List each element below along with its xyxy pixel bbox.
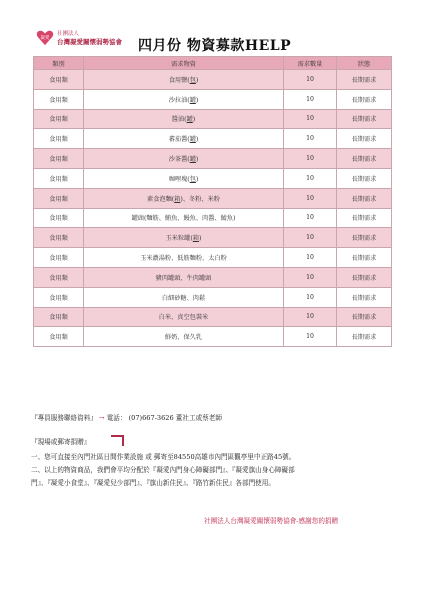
table-row <box>34 208 392 228</box>
cell-quantity: 10 <box>284 109 337 129</box>
header-category: 類別 <box>34 57 84 70</box>
table-row <box>34 248 392 268</box>
table-row <box>34 287 392 307</box>
cell-item <box>84 208 284 228</box>
table-row <box>34 307 392 327</box>
footer-thanks: 社團法人台灣凝愛關懷弱勢協會-感謝您的捐贈 <box>204 517 339 525</box>
cell-item <box>84 129 284 149</box>
table-row <box>34 228 392 248</box>
table-header-row <box>34 57 392 70</box>
cell-category: 食用類 <box>34 307 84 327</box>
item-text: 蕃茄醬( <box>168 136 190 144</box>
contact-info <box>31 412 222 422</box>
item-text: 箱 <box>192 235 199 243</box>
cell-status: 長期需求 <box>337 327 392 347</box>
supply-table <box>33 56 392 347</box>
cell-item <box>84 188 284 208</box>
table-row <box>34 168 392 188</box>
cell-quantity: 10 <box>284 307 337 327</box>
cell-quantity: 10 <box>284 188 337 208</box>
cell-item <box>84 248 284 268</box>
cell-quantity: 10 <box>284 208 337 228</box>
header-item: 需求物資 <box>84 57 284 70</box>
header-status: 狀態 <box>337 57 392 70</box>
item-text: 素食泡麵( <box>147 195 175 203</box>
donation-line-1: 一、您可直接至內門社區日間作業設施 或 郵寄至84550高雄市內門區觀亭里中正路45號。 <box>31 453 296 461</box>
cell-status: 長期需求 <box>337 188 392 208</box>
cell-status: 長期需求 <box>337 228 392 248</box>
contact-label: 『專員服務聯絡資料』 <box>31 414 97 422</box>
item-text: 沙拉油( <box>168 96 190 104</box>
cell-quantity: 10 <box>284 129 337 149</box>
item-text: ) <box>198 235 202 243</box>
cell-quantity: 10 <box>284 327 337 347</box>
cell-category: 食用類 <box>34 109 84 129</box>
cell-category: 食用類 <box>34 267 84 287</box>
cell-category: 食用類 <box>34 228 84 248</box>
cell-quantity: 10 <box>284 89 337 109</box>
item-text: 玉米粒罐( <box>165 235 193 243</box>
cell-category: 食用類 <box>34 188 84 208</box>
cell-quantity: 10 <box>284 168 337 188</box>
cell-category: 食用類 <box>34 89 84 109</box>
logo-text: 凝愛 <box>40 35 50 41</box>
item-text: ) <box>195 136 199 144</box>
cell-category: 食用類 <box>34 208 84 228</box>
item-text: 食用鹽( <box>168 76 190 84</box>
cell-category: 食用類 <box>34 129 84 149</box>
cell-quantity: 10 <box>284 248 337 268</box>
cell-item <box>84 228 284 248</box>
item-text: ) <box>195 76 199 84</box>
cell-status: 長期需求 <box>337 287 392 307</box>
cell-category: 食用類 <box>34 149 84 169</box>
org-logo <box>36 29 128 51</box>
table-row <box>34 129 392 149</box>
cell-item <box>84 307 284 327</box>
item-text: 咖哩塊( <box>168 175 190 183</box>
heart-logo-icon <box>36 30 54 46</box>
header-quantity: 需求數量 <box>284 57 337 70</box>
table-row <box>34 89 392 109</box>
item-text: 醬油( <box>171 116 187 124</box>
cell-quantity: 10 <box>284 70 337 90</box>
cell-status: 長期需求 <box>337 129 392 149</box>
cell-item <box>84 287 284 307</box>
donation-line-3: 門』、『凝愛小食堂』、『凝愛兒少部門』、『旗山新住民』、『路竹新住民』各部門使用。 <box>31 479 275 487</box>
cell-category: 食用類 <box>34 287 84 307</box>
table-row <box>34 267 392 287</box>
cell-item <box>84 149 284 169</box>
cell-category: 食用類 <box>34 248 84 268</box>
cell-status: 長期需求 <box>337 89 392 109</box>
cell-quantity: 10 <box>284 228 337 248</box>
cell-category: 食用類 <box>34 70 84 90</box>
table-row <box>34 70 392 90</box>
item-text: 箱 <box>174 195 181 203</box>
item-text: 包 <box>189 175 196 183</box>
table-row <box>34 188 392 208</box>
cell-item <box>84 168 284 188</box>
cell-category: 食用類 <box>34 327 84 347</box>
item-text: 罐 <box>189 136 196 144</box>
cell-status: 長期需求 <box>337 70 392 90</box>
cell-quantity: 10 <box>284 149 337 169</box>
cell-item <box>84 267 284 287</box>
donation-heading: 『現場或郵寄捐贈』 <box>31 438 91 446</box>
cell-quantity: 10 <box>284 267 337 287</box>
item-text: )、冬粉、米粉 <box>180 195 220 203</box>
cell-item <box>84 89 284 109</box>
cell-status: 長期需求 <box>337 168 392 188</box>
contact-phone: 電話： (07)667-3626 董社工或蔡老師 <box>106 414 222 422</box>
page-title: 四月份 物資募款HELP <box>138 38 292 54</box>
item-text: 玉米濃湯粉、低筋麵粉、太白粉 <box>140 255 227 263</box>
cell-item <box>84 109 284 129</box>
cell-item <box>84 327 284 347</box>
cell-quantity: 10 <box>284 287 337 307</box>
cell-status: 長期需求 <box>337 109 392 129</box>
item-text: 豬肉罐頭、牛肉罐頭 <box>155 274 212 282</box>
item-text: ) <box>195 156 199 164</box>
item-text: 罐 <box>186 116 193 124</box>
cell-status: 長期需求 <box>337 267 392 287</box>
cell-status: 長期需求 <box>337 248 392 268</box>
item-text: 白米、真空包裝米 <box>158 314 209 322</box>
item-text: ) <box>195 175 199 183</box>
item-text: 白細砂糖、肉鬆 <box>161 294 206 302</box>
cell-status: 長期需求 <box>337 307 392 327</box>
item-text: 包 <box>189 76 196 84</box>
cell-item <box>84 70 284 90</box>
org-type-label: 社團法人 <box>57 31 80 37</box>
table-row <box>34 149 392 169</box>
item-text: ) <box>195 96 199 104</box>
item-text: ) <box>192 116 196 124</box>
table-row <box>34 109 392 129</box>
cell-category: 食用類 <box>34 168 84 188</box>
item-text: 沙茶醬( <box>168 156 190 164</box>
cell-status: 長期需求 <box>337 149 392 169</box>
donation-line-2: 二、以上的物資商品，我們會平均分配於『凝愛內門身心障礙部門』、『凝愛旗山身心障礙部 <box>31 466 295 474</box>
item-text: 罐 <box>189 96 196 104</box>
bracket-mark-icon <box>111 435 124 446</box>
cell-status: 長期需求 <box>337 208 392 228</box>
item-text: 罐頭(麵筋、鮪魚、鰻魚、肉醬、鯖魚) <box>131 215 236 223</box>
arrow-right-icon: → <box>99 414 105 422</box>
item-text: 鮮奶、保久乳 <box>164 334 203 342</box>
table-row <box>34 327 392 347</box>
org-name: 台灣凝愛關懷弱勢協會 <box>57 38 122 46</box>
item-text: 罐 <box>189 156 196 164</box>
